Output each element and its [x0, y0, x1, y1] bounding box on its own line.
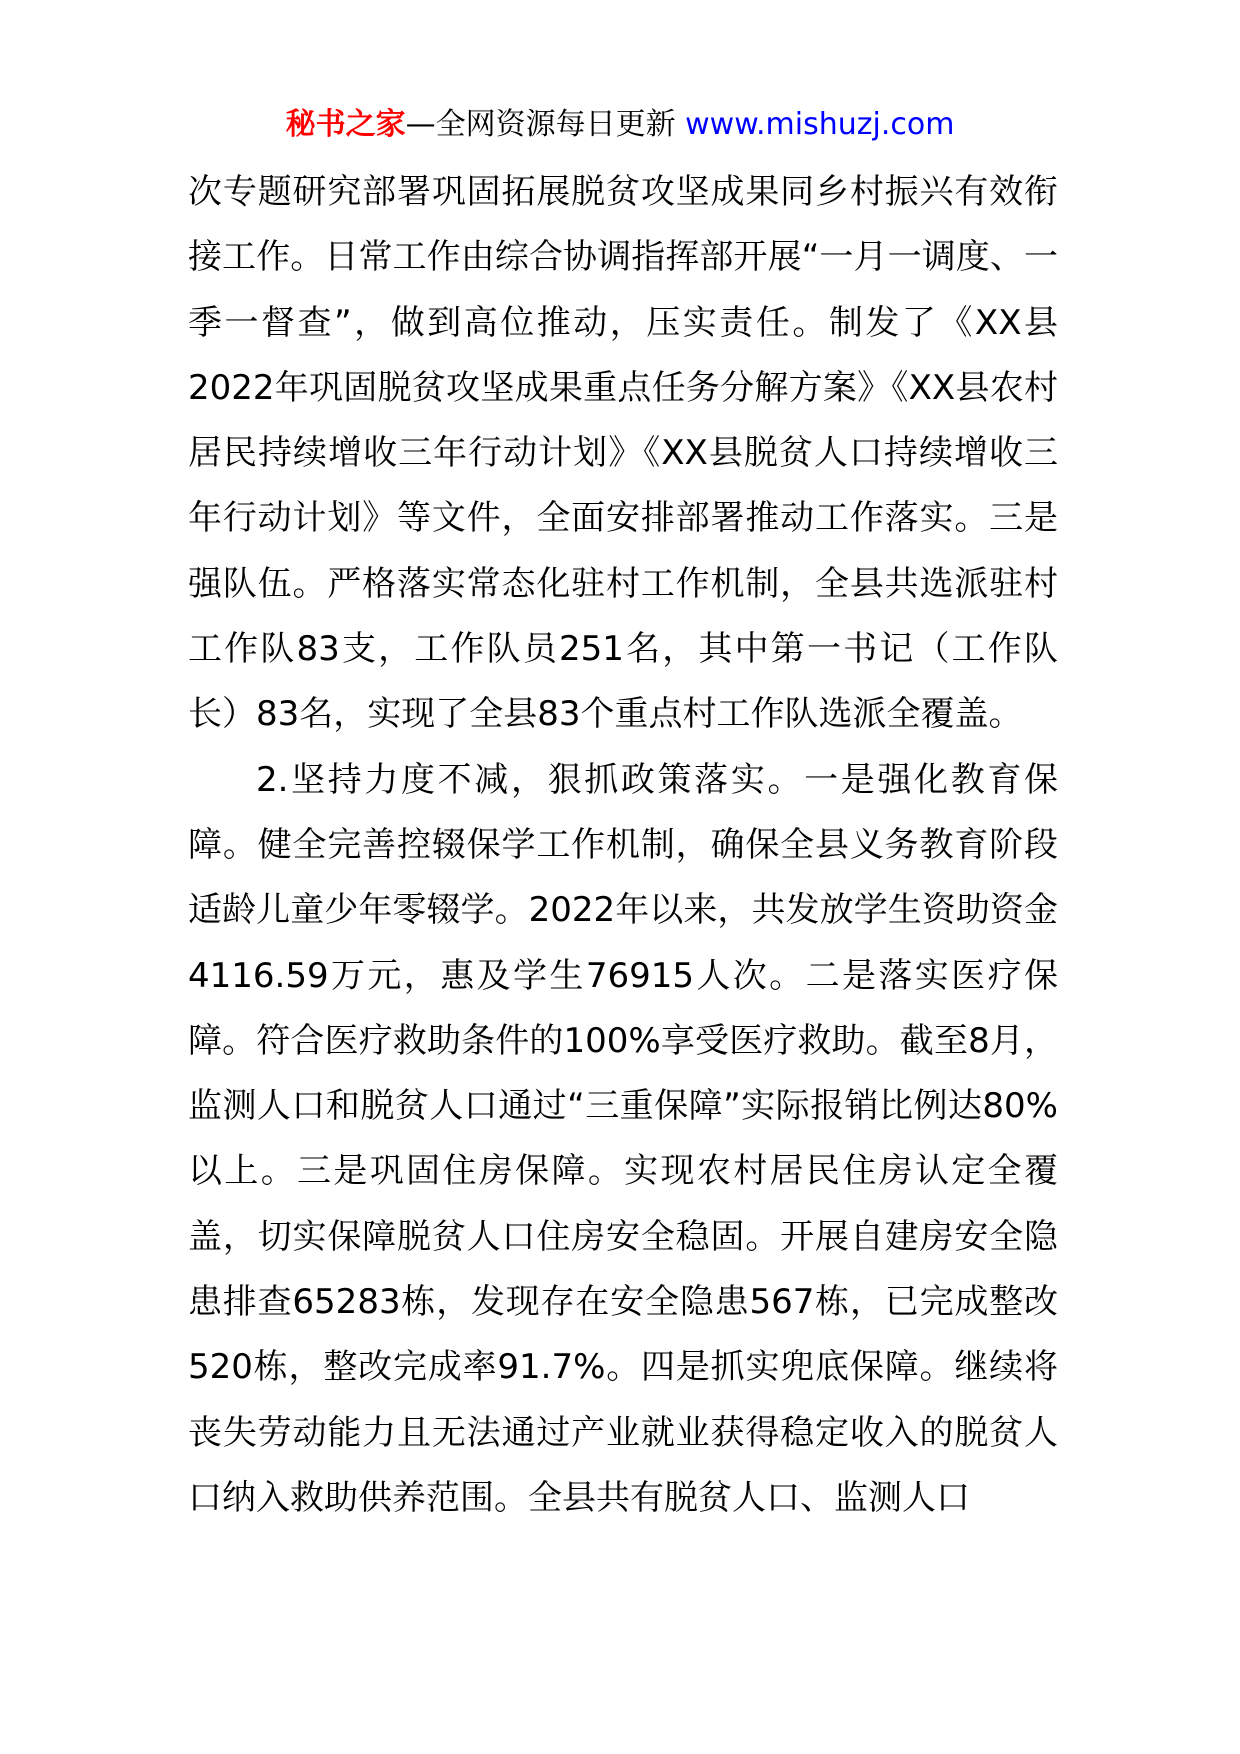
- paragraph-policy-implementation: 2.坚持力度不减，狠抓政策落实。一是强化教育保障。健全完善控辍保学工作机制，确保全县义务教育阶段适龄儿童少年零辍学。2022年以来，共发放学生资助资金4116.59万元，惠及学生76915人次。二是落实医疗保障。符合医疗救助条件的100%享受医疗救助。截至8月，监测人口和脱贫人口通过“三重保障”实际报销比例达80%以上。三是巩固住房保障。实现农村居民住房认定全覆盖，切实保障脱贫人口住房安全稳固。开展自建房安全隐患排查65283栋，发现存在安全隐患567栋，已完成整改520栋，整改完成率91.7%。四是抓实兜底保障。继续将丧失劳动能力且无法通过产业就业获得稳定收入的脱贫人口纳入救助供养范围。全县共有脱贫人口、监测人口: [188, 759, 1058, 1518]
- site-url-link[interactable]: www.mishuzj.com: [685, 107, 955, 142]
- brand-name: 秘书之家: [285, 107, 406, 142]
- header-slogan: —全网资源每日更新: [405, 107, 676, 142]
- page-header: [0, 102, 1240, 148]
- document-body: [188, 160, 1058, 1531]
- paragraph-continued: 次专题研究部署巩固拓展脱贫攻坚成果同乡村振兴有效衔接工作。日常工作由综合协调指挥部开展“一月一调度、一季一督查”，做到高位推动，压实责任。制发了《XX县2022年巩固脱贫攻坚成果重点任务分解方案》《XX县农村居民持续增收三年行动计划》《XX县脱贫人口持续增收三年行动计划》等文件，全面安排部署推动工作落实。三是强队伍。严格落实常态化驻村工作机制，全县共选派驻村工作队83支，工作队员251名，其中第一书记（工作队长）83名，实现了全县83个重点村工作队选派全覆盖。: [188, 172, 1058, 735]
